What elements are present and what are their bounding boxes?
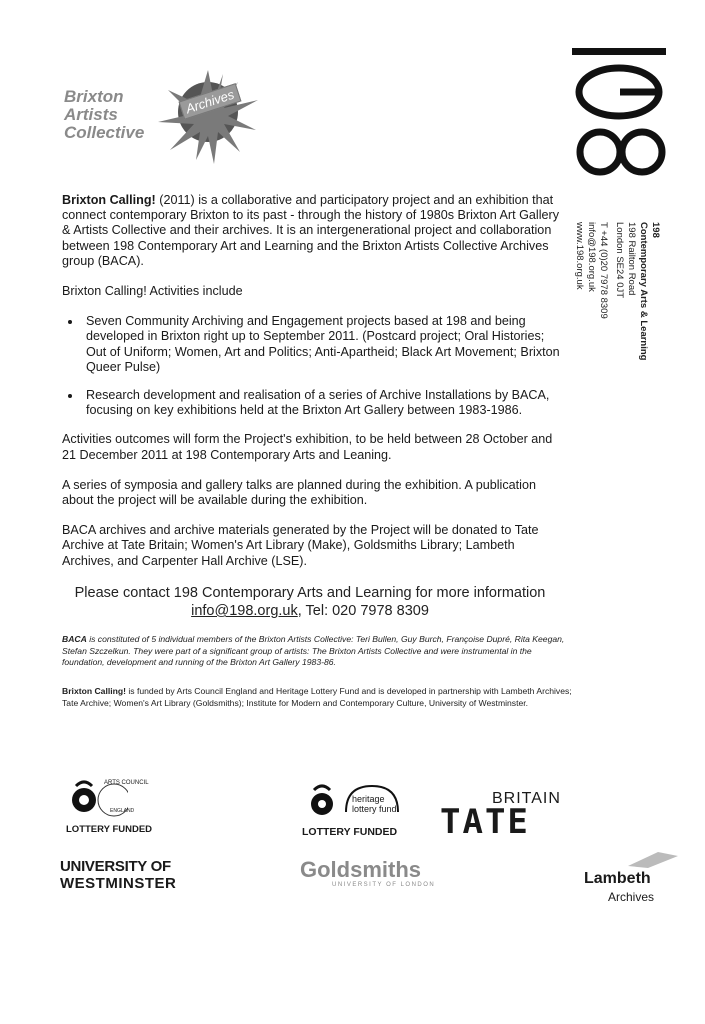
lambeth-text: Lambeth xyxy=(584,870,651,887)
heritage-lottery-logo xyxy=(300,778,420,840)
tate-logo xyxy=(440,790,570,840)
list-item: • Research development and realisation of a series of Archive Installations by BACA, focusing on key exhibitions held at the Brixton Art Gallery between 1983-1986. xyxy=(82,388,562,418)
funded-note-text: is funded by Arts Council England and Heritage Lottery Fund and is developed in partnership with Lambeth Archives; Tate Archive; Women's Art Library (Goldsmiths); Institute for Modern and Contemporary Culture, University of Westminster. xyxy=(62,686,572,708)
arts-council-england-text: ENGLAND xyxy=(110,808,135,814)
org-198-logo xyxy=(560,40,670,190)
symposia-paragraph: A series of symposia and gallery talks are planned during the exhibition. A publication about the project will be available during the exhibition. xyxy=(62,477,536,508)
baca-note xyxy=(62,634,572,669)
tate-britain-text: BRITAIN xyxy=(492,790,561,807)
org-address-2: London SE24 0JT xyxy=(614,222,625,299)
contact-line: Please contact 198 Contemporary Arts and Learning for more information xyxy=(74,585,546,601)
baca-archives-badge: Archives xyxy=(179,83,242,120)
heritage-lottery-text: LOTTERY FUNDED xyxy=(302,826,398,838)
arts-council-arc-text: ARTS COUNCIL xyxy=(104,780,149,786)
funded-note xyxy=(62,686,572,709)
baca-logo-line3: Collective xyxy=(64,123,145,142)
intro-title: Brixton Calling! xyxy=(62,193,156,207)
activities-heading: Brixton Calling! Activities include xyxy=(62,284,243,299)
baca-note-lead: BACA xyxy=(62,634,87,644)
goldsmiths-text: Goldsmiths xyxy=(300,857,422,882)
activities-list xyxy=(62,314,562,418)
arts-council-logo xyxy=(62,776,172,838)
intro-paragraph xyxy=(62,193,562,269)
org-phone: T +44 (0)20 7978 8309 xyxy=(598,222,609,319)
goldsmiths-logo xyxy=(300,858,440,898)
org-name-full: Contemporary Arts & Learning xyxy=(638,222,649,361)
contact-email-link[interactable]: info@198.org.uk xyxy=(191,603,298,619)
archives-paragraph: BACA archives and archive materials generated by the Project will be donated to Tate Archive at Tate Britain; Women's Art Library (Make), Goldsmiths Library; Lambeth Archives, and Carpenter Hall Archive (LSE). xyxy=(62,523,539,568)
org-contact-block xyxy=(574,222,662,382)
lambeth-archives-text: Archives xyxy=(608,890,655,904)
contact-block xyxy=(40,584,580,620)
intro-text: (2011) is a collaborative and participatory project and an exhibition that connect contemporary Brixton to its past - through the history of 1980s Brixton Art Gallery & Artists Collective and their archives. It is an intergenerational project and collaboration between 198 Contemporary Art and Learning and the Brixton Artists Collective Archives group (BACA). xyxy=(62,193,559,268)
heritage-word1: heritage xyxy=(352,794,385,804)
numeral-198-icon xyxy=(560,40,670,190)
lambeth-logo xyxy=(580,850,680,910)
outcomes-paragraph: Activities outcomes will form the Project's exhibition, to be held between 28 October and 21 December 2011 at 198 Contemporary Arts and Leaning. xyxy=(62,432,553,462)
westminster-logo xyxy=(60,858,220,898)
westminster-line1: UNIVERSITY OF xyxy=(60,858,171,875)
org-web: www.198.org.uk xyxy=(574,222,585,290)
baca-logo-line1: Brixton xyxy=(64,87,124,106)
contact-tel: , Tel: 020 7978 8309 xyxy=(297,603,429,619)
westminster-line2: WESTMINSTER xyxy=(60,875,177,892)
org-address-1: 198 Railton Road xyxy=(626,222,637,296)
list-item: • Seven Community Archiving and Engagement projects based at 198 and being developed in Brixton right up to September 2011. (Postcard project; Oral Histories; Out of Uniform; Women, Art and Politics; Anti-Apartheid; Black Art Movement; Brixton Queer Pulse) xyxy=(82,314,562,375)
main-body xyxy=(62,193,562,584)
org-name: 198 xyxy=(650,222,661,238)
arts-council-lottery-text: LOTTERY FUNDED xyxy=(66,824,153,835)
baca-note-text: is constituted of 5 individual members of the Brixton Artists Collective: Teri Bullen, Guy Burch, Françoise Dupré, Rita Keegan, Stefan Szczelkun. They were part of a significant group of artists: The Brixton Artists Collective and were instrumental in the foundation, development and running of the Brixton Art Gallery 1983-86. xyxy=(62,634,565,667)
goldsmiths-sub: UNIVERSITY OF LONDON xyxy=(332,882,436,888)
heritage-word2: lottery fund xyxy=(352,804,397,814)
org-email: info@198.org.uk xyxy=(586,222,597,292)
tate-text: TATE xyxy=(440,802,530,842)
baca-logo-line2: Artists xyxy=(64,105,118,124)
funded-note-lead: Brixton Calling! xyxy=(62,686,126,696)
baca-logo xyxy=(58,60,268,170)
lambeth-mark-icon xyxy=(628,850,678,868)
